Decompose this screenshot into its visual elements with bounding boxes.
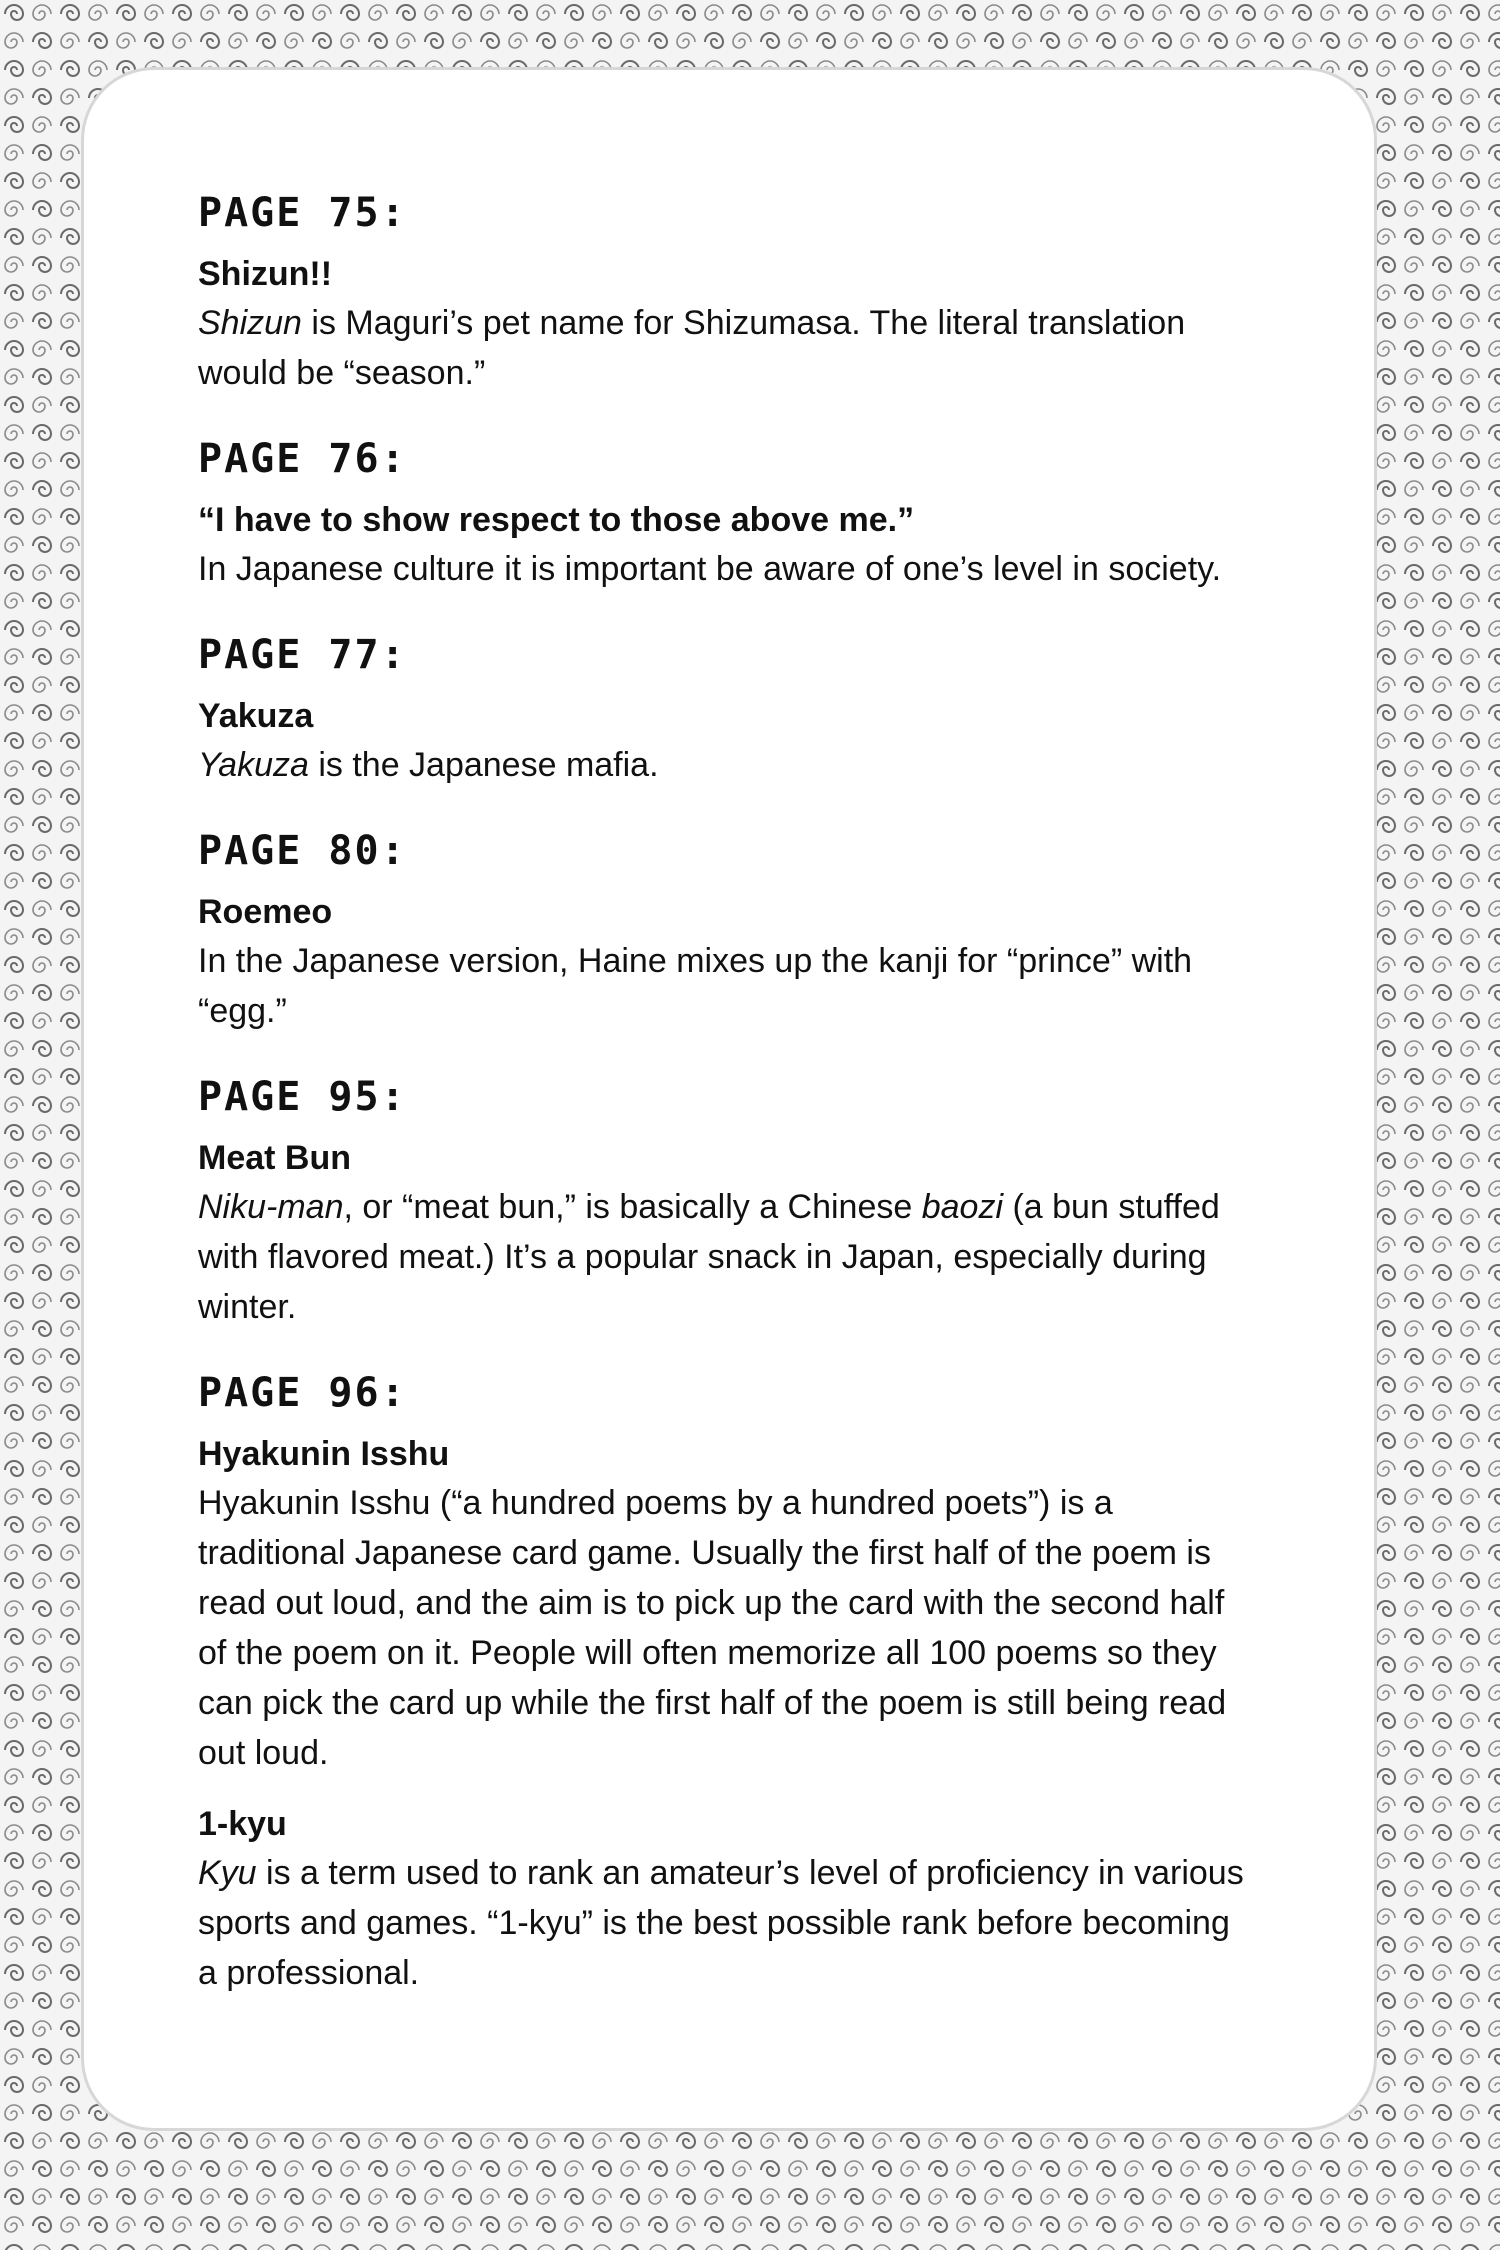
note-term: “I have to show respect to those above me.”: [198, 501, 915, 539]
notes-section: [198, 826, 1258, 1036]
note-description: [198, 740, 1258, 790]
note-term: Roemeo: [198, 893, 333, 931]
description-text: , or “meat bun,” is basically a Chinese: [343, 1188, 922, 1226]
note-description: [198, 1848, 1258, 1998]
page-heading: PAGE 80:: [198, 828, 407, 874]
note-entry: [198, 496, 1258, 594]
description-text: is a term used to rank an amateur’s level of proficiency in various sports and games. “1-kyu” is the best possible rank before becoming a professional.: [198, 1854, 1244, 1992]
note-entry: [198, 250, 1258, 398]
note-term: 1-kyu: [198, 1805, 287, 1843]
description-text: is the Japanese mafia.: [308, 746, 659, 784]
notes-section: [198, 1368, 1258, 1998]
note-entry: [198, 692, 1258, 790]
description-text: (a bun stuffed with flavored meat.) It’s a popular snack in Japan, especially during winter.: [198, 1188, 1220, 1326]
italic-term: Niku-man: [198, 1188, 344, 1226]
note-entry: [198, 1800, 1258, 1998]
notes-section: [198, 630, 1258, 790]
note-term: Yakuza: [198, 697, 314, 735]
page-heading: PAGE 77:: [198, 632, 407, 678]
italic-term: Shizun: [198, 304, 302, 342]
page-heading: PAGE 96:: [198, 1370, 407, 1416]
notes-section: [198, 434, 1258, 594]
notes-section: [198, 1072, 1258, 1332]
note-term: Shizun!!: [198, 255, 333, 293]
description-text: In the Japanese version, Haine mixes up the kanji for “prince” with “egg.”: [198, 942, 1193, 1030]
description-text: is Maguri’s pet name for Shizumasa. The literal translation would be “season.”: [198, 304, 1186, 392]
note-entry: [198, 1134, 1258, 1332]
italic-term: baozi: [921, 1188, 1004, 1226]
note-description: [198, 544, 1258, 594]
italic-term: Kyu: [198, 1854, 257, 1892]
description-text: In Japanese culture it is important be aware of one’s level in society.: [198, 550, 1222, 588]
note-term: Meat Bun: [198, 1139, 351, 1177]
page-heading: PAGE 75:: [198, 190, 407, 236]
note-description: [198, 1478, 1258, 1778]
italic-term: Yakuza: [198, 746, 309, 784]
note-term: Hyakunin Isshu: [198, 1435, 450, 1473]
description-text: Hyakunin Isshu (“a hundred poems by a hundred poets”) is a traditional Japanese card game. Usually the first half of the poem is read out loud, and the aim is to pick up the card with the second half of the poem on it. People will often memorize all 100 poems so they can pick the card up while the first half of the poem is still being read out loud.: [198, 1484, 1227, 1772]
note-description: [198, 298, 1258, 398]
notes-section: [198, 188, 1258, 398]
note-entry: [198, 1430, 1258, 1778]
page-heading: PAGE 95:: [198, 1074, 407, 1120]
page-heading: PAGE 76:: [198, 436, 407, 482]
note-entry: [198, 888, 1258, 1036]
notes-content: [198, 188, 1258, 2034]
note-description: [198, 1182, 1258, 1332]
note-description: [198, 936, 1258, 1036]
